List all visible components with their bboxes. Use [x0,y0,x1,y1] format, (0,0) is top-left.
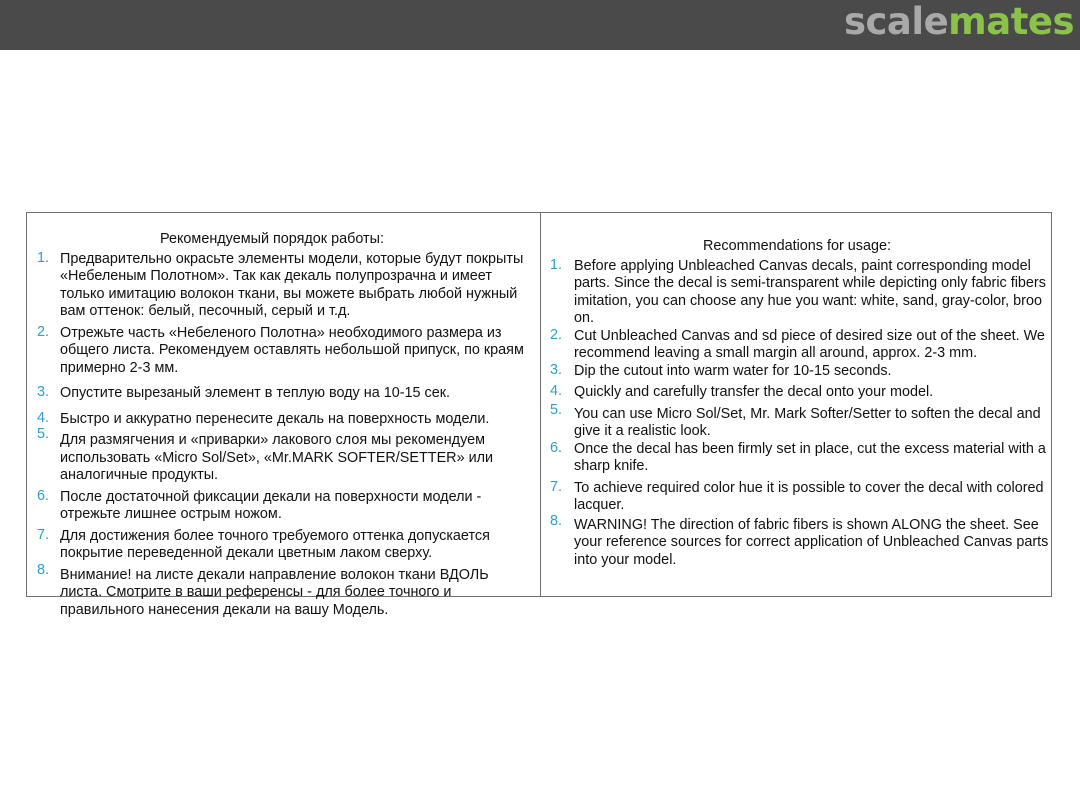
step-number: 2. [37,323,50,340]
step-text: После достаточной фиксации декали на поверхности модели - отрежьте лишнее острым ножом. [60,488,482,522]
step-text: Dip the cutout into warm water for 10-15 seconds. [574,362,892,379]
list-item [541,512,1053,570]
step-number: 2. [550,326,563,343]
step-text: Для достижения более точного требуемого оттенка допускается покрытие переведенной декали цветным лаком сверху. [60,527,490,561]
logo-text-mates: mates [948,0,1074,43]
step-number: 6. [550,439,563,456]
list-item [541,401,1053,441]
step-number: 8. [37,561,50,578]
list-item [27,325,540,378]
step-text: To achieve required color hue it is possible to cover the decal with colored lacquer. [574,479,1044,513]
step-number: 7. [37,526,50,543]
list-item [27,489,540,524]
list-item [27,561,540,620]
step-text: WARNING! The direction of fabric fibers is shown ALONG the sheet. See your reference sources for correct application of Unbleached Canvas parts into your model. [574,516,1049,568]
step-text: Для размягчения и «приварки» лакового слоя мы рекомендуем использовать «Micro Sol/Set», «Mr.MARK SOFTER/SETTER» или аналогичные продукты. [60,432,494,483]
step-text: Before applying Unbleached Canvas decals, paint corresponding model parts. Since the decal is semi-transparent while depicting only fabric fibers imitation, you can choose any hue you want: white, sand, gray-color, broo on. [574,257,1046,326]
step-text: Предварительно окрасьте элементы модели, которые будут покрыты «Небеленым Полотном». Так как декаль полупрозрачна и имеет только имитацию волокон ткани, вы можете выбрать любой нужный вам оттенок: белый, песочный, серый и т.д. [60,250,524,319]
step-number: 4. [550,383,563,399]
list-item [541,441,1053,476]
english-column [541,213,1053,573]
step-text: Once the decal has been firmly set in place, cut the excess material with a sharp knife. [574,440,1046,474]
step-number: 3. [37,384,50,400]
list-item [541,328,1053,363]
step-number: 5. [550,401,563,418]
step-number: 3. [550,361,563,378]
russian-column [27,213,540,623]
scalemates-logo[interactable] [844,0,1074,44]
list-item [27,251,540,321]
step-number: 1. [37,249,50,266]
step-text: Cut Unbleached Canvas and sd piece of desired size out of the sheet. We recommend leaving a small margin all around, approx. 2-3 mm. [574,327,1045,361]
list-item [27,426,540,485]
english-steps-list [541,258,1053,570]
list-item [541,480,1053,515]
step-text: You can use Micro Sol/Set, Mr. Mark Softer/Setter to soften the decal and give it a realistic look. [574,405,1041,439]
russian-heading: Рекомендуемый порядок работы: [160,231,384,247]
header-bar [0,0,1080,50]
step-text: Опустите вырезаный элемент в теплую воду на 10-15 сек. [60,385,451,401]
list-item [27,528,540,563]
step-number: 6. [37,487,50,504]
step-text: Внимание! на листе декали направление волокон ткани ВДОЛЬ листа. Смотрите в ваши референсы - для более точного и правильного нанесения декали на вашу Модель. [60,566,489,618]
step-number: 1. [550,256,563,273]
list-item [541,363,1053,381]
english-heading: Recommendations for usage: [703,238,891,254]
step-number: 8. [550,512,563,529]
step-number: 5. [37,426,50,442]
step-text: Быстро и аккуратно перенесите декаль на поверхность модели. [60,410,490,427]
step-text: Quickly and carefully transfer the decal onto your model. [574,384,934,400]
logo-text-scale: scale [843,0,949,43]
list-item [27,385,540,403]
step-number: 4. [37,409,50,426]
instructions-table [26,212,1052,618]
russian-steps-list [27,251,540,620]
step-text: Отрежьте часть «Небеленого Полотна» необходимого размера из общего листа. Рекомендуем оставлять небольшой припуск, по краям примерно 2-3 мм. [60,324,524,376]
step-number: 7. [550,478,563,495]
list-item [541,384,1053,402]
list-item [27,411,540,429]
list-item [541,258,1053,328]
